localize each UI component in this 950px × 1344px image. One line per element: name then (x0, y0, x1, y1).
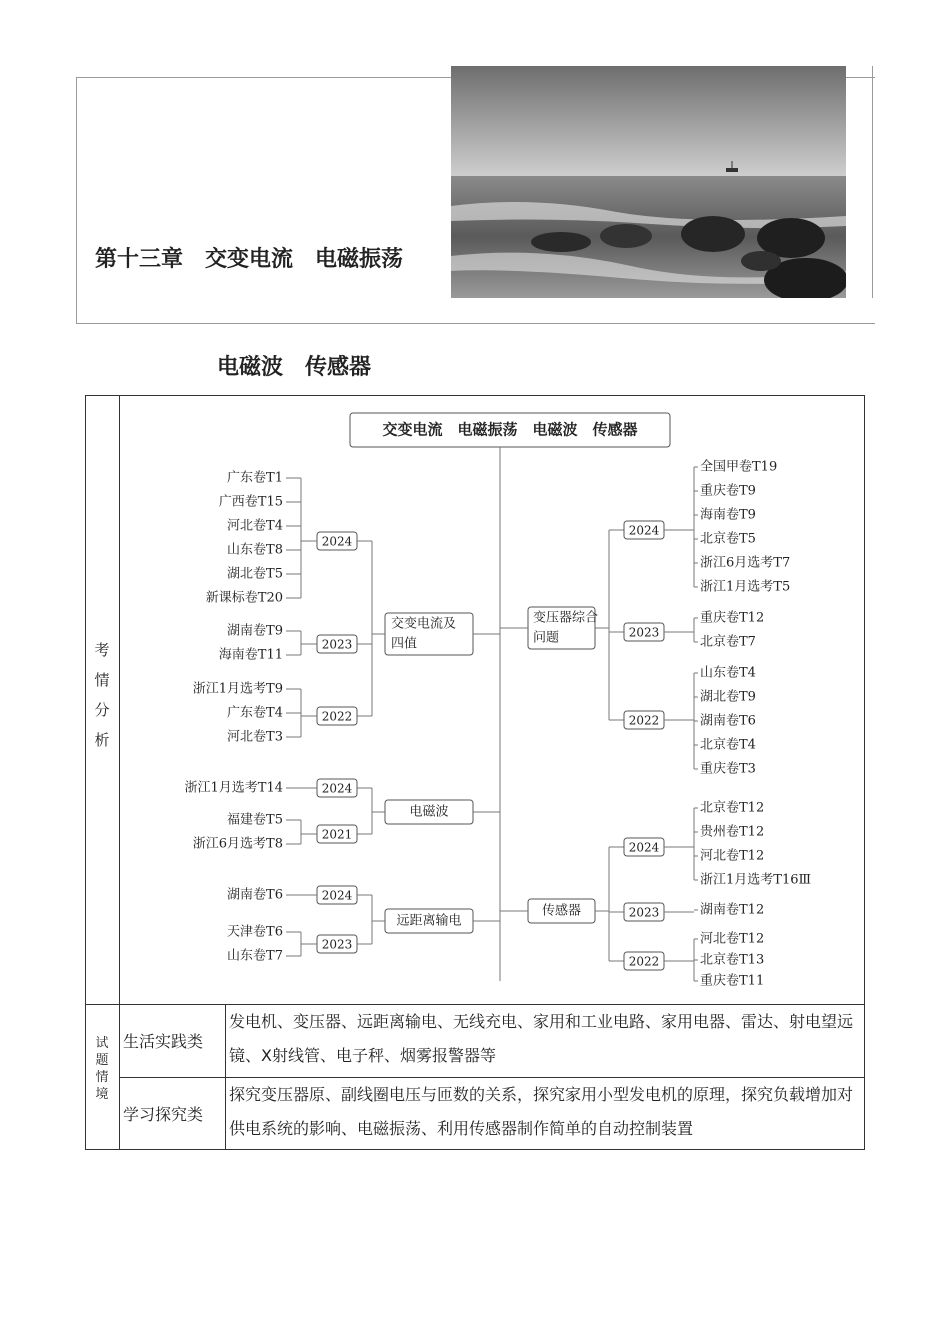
year-label: 2023 (321, 637, 353, 652)
exam-item: 北京卷T5 (700, 531, 756, 547)
exam-item: 河北卷T4 (227, 518, 283, 534)
topic-label: 变压器综合 (533, 610, 599, 626)
exam-item: 湖北卷T5 (227, 566, 283, 582)
row-label-study: 学习探究类 (123, 1105, 204, 1124)
exam-item: 全国甲卷T19 (700, 459, 778, 475)
year-label: 2024 (321, 888, 353, 903)
exam-item: 湖北卷T9 (700, 689, 756, 705)
exam-item: 山东卷T7 (227, 948, 283, 964)
exam-item: 北京卷T4 (700, 737, 756, 753)
exam-item: 北京卷T7 (700, 634, 756, 650)
exam-item: 广东卷T1 (227, 470, 283, 486)
exam-item: 广东卷T4 (227, 705, 283, 721)
exam-item: 重庆卷T9 (700, 483, 756, 499)
topic-label: 交变电流及 (391, 616, 457, 632)
exam-item: 新课标卷T20 (205, 590, 283, 606)
knowledge-mindmap (120, 396, 864, 1004)
topic-label: 问题 (533, 630, 560, 646)
exam-item: 浙江1月选考T5 (700, 579, 791, 595)
year-label: 2023 (628, 905, 660, 920)
exam-item: 广西卷T15 (218, 494, 283, 510)
analysis-label: 考 情 分 析 (94, 641, 110, 749)
exam-item: 福建卷T5 (227, 812, 283, 828)
row-text-study: 探究变压器原、副线圈电压与匝数的关系，探究家用小型发电机的原理，探究负载增加对供电系统的影响、电磁振荡、利用传感器制作简单的自动控制装置 (229, 1085, 854, 1138)
year-label: 2024 (628, 523, 660, 538)
year-label: 2021 (321, 827, 353, 842)
exam-item: 湖南卷T6 (227, 887, 283, 903)
row-text-life: 发电机、变压器、远距离输电、无线充电、家用和工业电路、家用电器、雷达、射电望远镜、X射线管、电子秤、烟雾报警器等 (229, 1012, 854, 1065)
year-label: 2023 (628, 625, 660, 640)
topic-label: 电磁波 (409, 804, 449, 820)
year-label: 2023 (321, 937, 353, 952)
exam-analysis-table (85, 395, 865, 1150)
chapter-title-line1: 第十三章 交变电流 电磁振荡 (95, 247, 404, 272)
exam-item: 重庆卷T12 (700, 610, 765, 626)
exam-item: 浙江1月选考T9 (192, 681, 283, 697)
exam-item: 重庆卷T11 (700, 973, 765, 989)
year-label: 2024 (321, 534, 353, 549)
exam-item: 天津卷T6 (227, 924, 283, 940)
year-label: 2022 (321, 709, 353, 724)
exam-item: 湖南卷T6 (700, 713, 756, 729)
exam-item: 浙江1月选考T16Ⅲ (700, 872, 812, 888)
exam-item: 浙江6月选考T7 (700, 555, 791, 571)
chapter-title-line2: 电磁波 传感器 (217, 355, 372, 380)
scenario-label: 试 题 情 境 (95, 1036, 109, 1102)
exam-item: 湖南卷T12 (700, 902, 765, 918)
exam-item: 海南卷T11 (218, 647, 283, 663)
year-label: 2022 (628, 713, 660, 728)
exam-item: 浙江1月选考T14 (184, 780, 283, 796)
seascape-photo (451, 66, 846, 298)
header-divider (872, 66, 873, 298)
exam-item: 海南卷T9 (700, 507, 756, 523)
year-label: 2024 (321, 781, 353, 796)
exam-item: 重庆卷T3 (700, 761, 756, 777)
row-label-life: 生活实践类 (123, 1032, 204, 1051)
exam-item: 贵州卷T12 (700, 824, 765, 840)
year-label: 2022 (628, 954, 660, 969)
exam-item: 浙江6月选考T8 (192, 836, 283, 852)
exam-item: 北京卷T13 (700, 952, 765, 968)
topic-label: 四值 (391, 636, 418, 652)
root-label: 交变电流 电磁振荡 电磁波 传感器 (382, 420, 638, 439)
topic-label: 传感器 (541, 903, 582, 919)
exam-item: 北京卷T12 (700, 800, 765, 816)
exam-item: 河北卷T3 (227, 729, 283, 745)
topic-label: 远距离输电 (396, 913, 462, 929)
exam-item: 湖南卷T9 (227, 623, 283, 639)
exam-item: 山东卷T4 (700, 665, 756, 681)
year-label: 2024 (628, 840, 660, 855)
chapter-title (95, 170, 403, 422)
exam-item: 山东卷T8 (227, 542, 283, 558)
exam-item: 河北卷T12 (700, 931, 765, 947)
exam-item: 河北卷T12 (700, 848, 765, 864)
